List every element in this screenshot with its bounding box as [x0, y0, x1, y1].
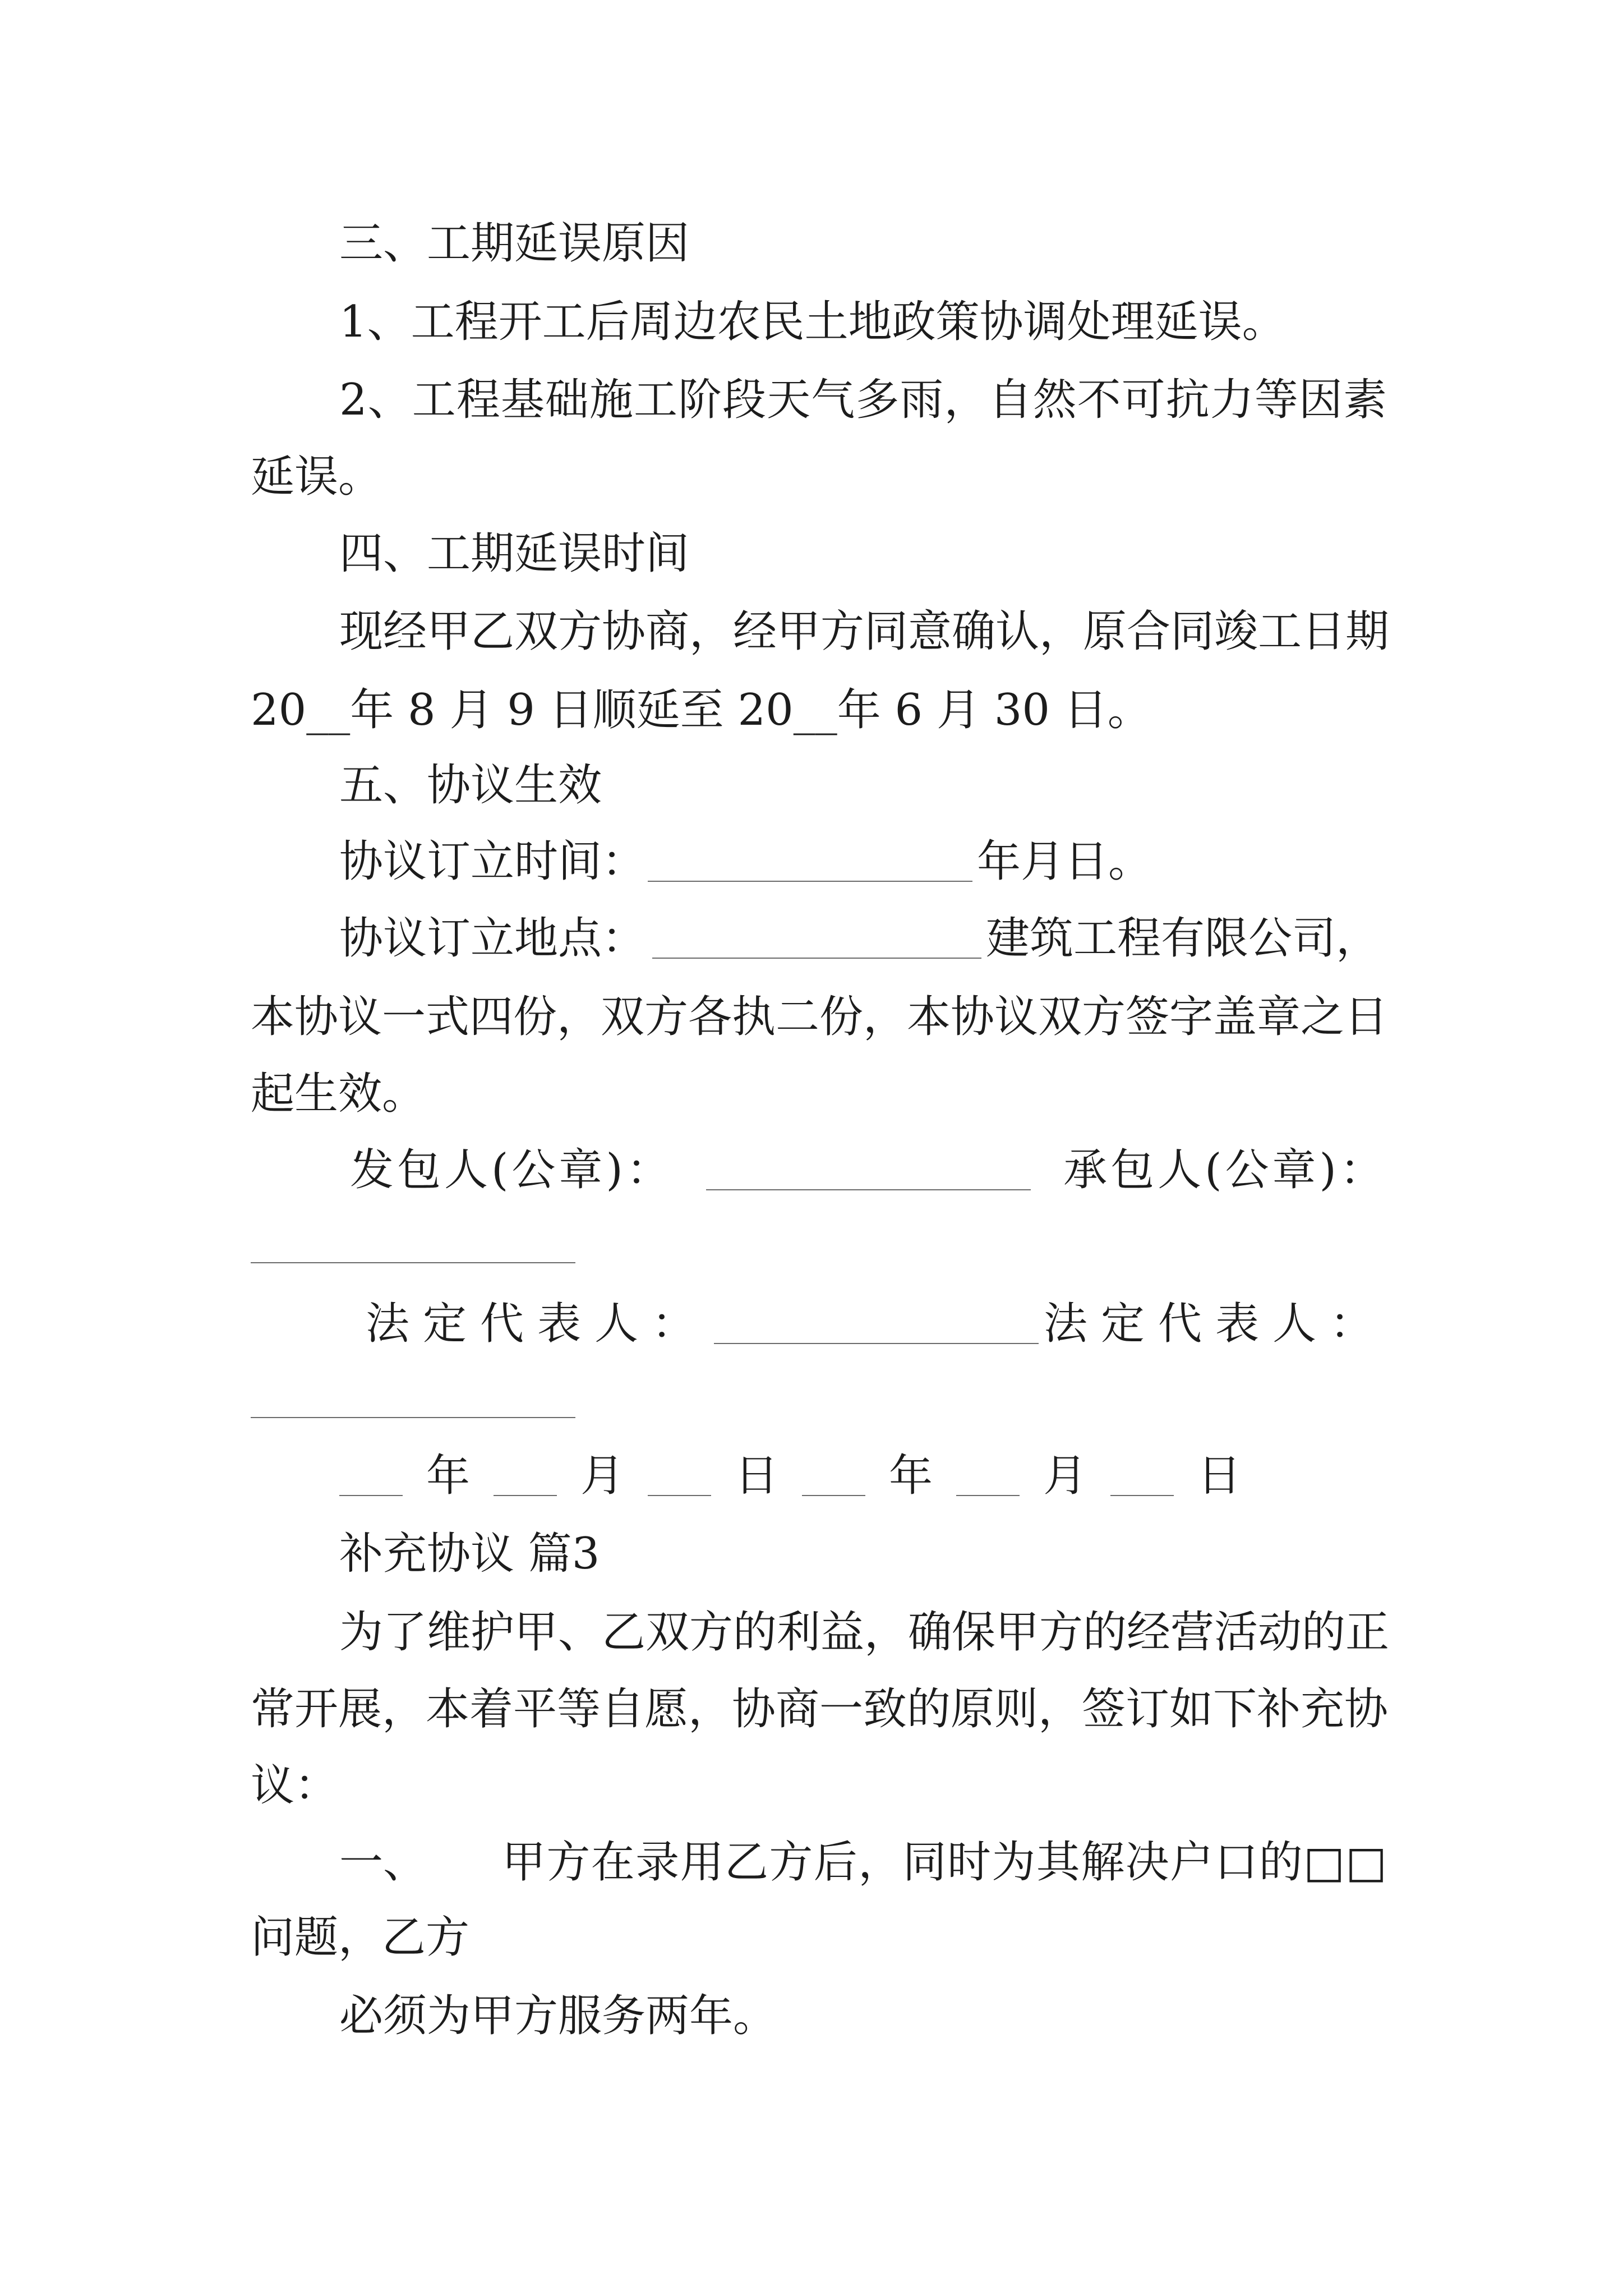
contractor-representative-blank — [251, 1417, 575, 1418]
clause-1-line-1: 甲方在录用乙方后，同时为其解决户口的□□ — [502, 1837, 1387, 1888]
signing-time-label: 协议订立时间： — [339, 836, 646, 887]
clause-1-line-3: 必须为甲方服务两年。 — [339, 1991, 777, 2041]
contractor-representative-label: 法定代表人： — [1043, 1299, 1387, 1349]
employer-representative-label: 法定代表人： — [366, 1299, 709, 1349]
copies-text-line-2: 起生效。 — [251, 1069, 426, 1119]
seal-signature-row — [350, 1142, 1387, 1198]
date-blank — [494, 1495, 557, 1496]
signing-place-suffix: 建筑工程有限公司， — [986, 913, 1380, 964]
date-unit: 月 — [580, 1451, 625, 1501]
signing-place-line — [339, 910, 1380, 967]
date-unit: 日 — [735, 1451, 779, 1501]
section-heading-delay-reasons: 三、工期延误原因 — [339, 218, 690, 269]
employer-seal-label: 发包人(公章)： — [350, 1145, 674, 1195]
contractor-seal-label: 承包人(公章)： — [1063, 1145, 1387, 1195]
section-heading-effectiveness: 五、协议生效 — [339, 760, 602, 811]
clause-1-number: 一、 — [339, 1837, 427, 1888]
section-heading-delay-period: 四、工期延误时间 — [339, 528, 690, 579]
delay-period-text-line-1: 现经甲乙双方协商，经甲方同意确认，原合同竣工日期 — [339, 606, 1390, 657]
delay-reason-item-1: 1、工程开工后周边农民土地政策协调处理延误。 — [339, 297, 1286, 347]
representative-signature-row — [366, 1296, 1387, 1352]
date-blank — [648, 1495, 711, 1496]
signing-time-blank — [648, 881, 972, 882]
date-unit: 日 — [1197, 1451, 1242, 1501]
signing-place-label: 协议订立地点： — [339, 913, 646, 964]
date-unit: 月 — [1043, 1451, 1087, 1501]
supplement-intro-line-3: 议： — [251, 1760, 339, 1811]
clause-1-line-2: 问题，乙方 — [251, 1912, 470, 1963]
signing-time-line — [339, 834, 1152, 890]
date-unit: 年 — [889, 1451, 933, 1501]
delay-period-text-line-2: 20__年 8 月 9 日顺延至 20__年 6 月 30 日。 — [251, 685, 1151, 735]
supplement-intro-line-2: 常开展，本着平等自愿，协商一致的原则，签订如下补充协 — [251, 1684, 1389, 1734]
contractor-seal-blank — [251, 1262, 575, 1263]
supplement-title: 补充协议 篇3 — [339, 1529, 600, 1579]
supplement-intro-line-1: 为了维护甲、乙双方的利益，确保甲方的经营活动的正 — [339, 1607, 1390, 1658]
employer-representative-blank — [714, 1343, 1039, 1344]
signing-time-suffix: 年月日。 — [977, 836, 1152, 887]
signing-place-blank — [652, 958, 981, 959]
signature-date-row — [339, 1448, 1241, 1504]
date-blank — [802, 1495, 865, 1496]
date-blank — [956, 1495, 1020, 1496]
date-unit: 年 — [426, 1451, 471, 1501]
copies-text-line-1: 本协议一式四份，双方各执二份，本协议双方签字盖章之日 — [251, 992, 1389, 1042]
date-blank — [1110, 1495, 1174, 1496]
employer-seal-blank — [706, 1189, 1031, 1190]
delay-reason-item-2-line-2: 延误。 — [251, 452, 382, 502]
delay-reason-item-2-line-1: 2、工程基础施工阶段天气多雨，自然不可抗力等因素 — [339, 375, 1387, 425]
date-blank — [339, 1495, 403, 1496]
